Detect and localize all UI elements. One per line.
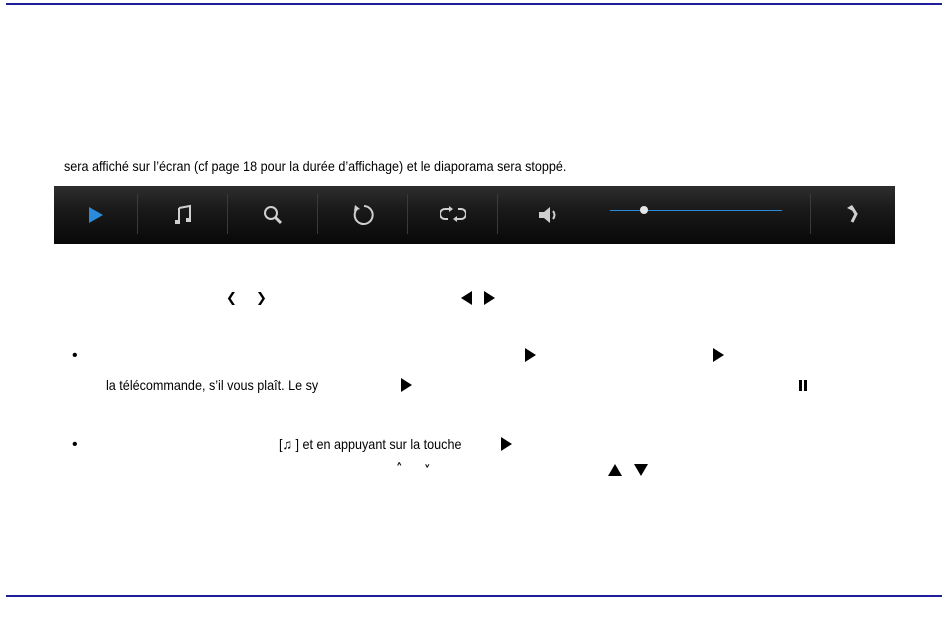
play-icon [89,207,103,223]
play-arrow-icon [713,348,724,362]
repeat-button[interactable] [408,186,497,244]
speaker-icon [536,204,562,226]
arrow-down-icon [634,464,648,476]
pause-icon [799,380,807,391]
rotate-icon [350,202,376,228]
play-arrow-icon [401,378,412,392]
volume-button[interactable] [524,186,574,244]
separator [497,194,498,234]
chevron-down-icon: ˅ [424,464,431,479]
play-arrow-icon [525,348,536,362]
paragraph-line: sera affiché sur l’écran (cf page 18 pour la durée d’affichage) et le diaporama sera stoppé. [64,158,567,174]
bullet-text-line: [♫ ] et en appuyant sur la touche [279,436,462,452]
arrow-right-icon [484,291,495,305]
return-button[interactable] [811,186,895,244]
music-button[interactable] [138,186,227,244]
arrow-left-icon [461,291,472,305]
play-arrow-icon [501,437,512,451]
volume-slider-track[interactable] [610,210,782,211]
top-rule [6,3,942,5]
return-icon [842,202,864,228]
chevron-up-icon: ˄ [396,462,403,477]
zoom-icon [262,204,284,226]
bullet: • [72,436,78,453]
volume-slider-handle[interactable] [640,206,648,214]
slideshow-player-bar [54,186,895,244]
repeat-icon [440,204,466,226]
arrow-up-icon [608,464,622,476]
play-button[interactable] [54,186,137,244]
zoom-button[interactable] [228,186,317,244]
bullet: • [72,347,78,364]
bottom-rule [6,595,942,597]
chevron-right-icon: ❯ [256,291,267,306]
rotate-button[interactable] [318,186,407,244]
bullet-text-line: la télécommande, s’il vous plaît. Le sy [106,377,319,393]
music-icon [172,204,194,226]
chevron-left-icon: ❮ [226,291,237,306]
